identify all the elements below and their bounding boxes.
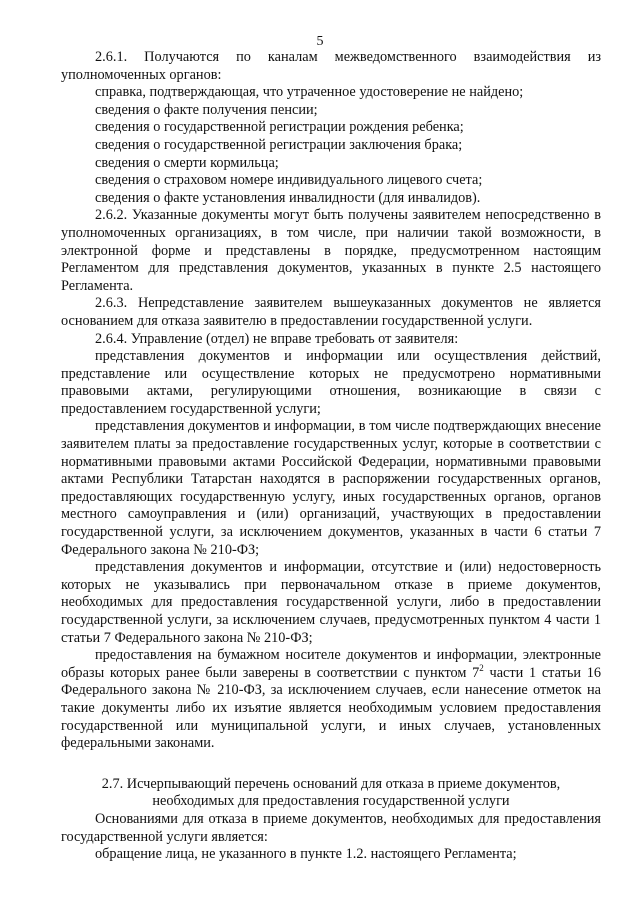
paragraph: представления документов и информации, отсутствие и (или) недостоверность которых не указывались при первоначальном отказе в приеме документов, необходимых для предоставления государственной услуги, либо в предоставлении государственной услуги, за исключением случаев, предусмотренных пунктом 4 части 1 статьи 7 Федерального закона № 210-ФЗ; (61, 559, 601, 646)
paragraph-text: предоставления на бумажном носителе документов и информации, электронные образы которых ранее были заверены в соответствии с пунктом 7 (61, 647, 601, 681)
paragraph (61, 647, 601, 753)
paragraph: Основаниями для отказа в приеме документов, необходимых для предоставления государственной услуги является: (61, 810, 601, 845)
paragraph-2-6-4: 2.6.4. Управление (отдел) не вправе требовать от заявителя: (95, 330, 459, 347)
list-item: сведения о факте получения пенсии; (95, 101, 318, 118)
page-number: 5 (316, 34, 324, 49)
list-item: справка, подтверждающая, что утраченное удостоверение не найдено; (95, 84, 524, 101)
list-item: сведения о факте установления инвалидности (для инвалидов). (95, 189, 481, 206)
superscript: 2 (479, 663, 484, 674)
list-item: сведения о государственной регистрации заключения брака; (95, 136, 463, 153)
section-title-2-7: 2.7. Исчерпывающий перечень оснований для отказа в приеме документов, необходимых для предоставления государственной услуги (101, 775, 561, 810)
paragraph: представления документов и информации или осуществления действий, представление или осуществление которых не предусмотрено нормативными правовыми актами, регулирующими отношения, возникающие в связи с предоставлением государственной услуги; (61, 348, 601, 417)
paragraph-text-tail: части 1 статьи 16 Федерального закона № 210-ФЗ, за исключением случаев, если нанесение отметок на такие документы либо их изъятие является необходимым условием предоставления государственной или муниципальной услуги, и иных случаев, установленных федеральными законами. (61, 664, 602, 752)
list-item: сведения о страховом номере индивидуального лицевого счета; (95, 172, 483, 189)
paragraph-2-6-1: 2.6.1. Получаются по каналам межведомственного взаимодействия из уполномоченных органов: (61, 49, 601, 83)
list-item: обращение лица, не указанного в пункте 1.2. настоящего Регламента; (95, 846, 517, 863)
paragraph: представления документов и информации, в том числе подтверждающих внесение заявителем платы за предоставление государственных услуг, которые в соответствии с нормативными правовыми актами Российской Федерации, нормативными правовыми актами Республики Татарстан находятся в распоряжении государственных органов, предоставляющих государственную услугу, иных государственных органов, органов местного самоуправления и (или) организаций, участвующих в предоставлении государственной услуги, за исключением документов, указанных в части 6 статьи 7 Федерального закона № 210-ФЗ; (61, 418, 601, 558)
paragraph-2-6-3: 2.6.3. Непредставление заявителем вышеуказанных документов не является основанием для отказа заявителю в предоставлении государственной услуги. (61, 295, 601, 329)
paragraph-2-6-2: 2.6.2. Указанные документы могут быть получены заявителем непосредственно в уполномоченных организациях, в том числе, при наличии такой возможности, в электронной форме и представлены в порядке, предусмотренном настоящим Регламентом для представления документов, указанных в пункте 2.5 настоящего Регламента. (61, 207, 601, 294)
list-item: сведения о смерти кормильца; (95, 154, 279, 171)
list-item: сведения о государственной регистрации рождения ребенка; (95, 119, 464, 136)
document-body (61, 49, 601, 864)
